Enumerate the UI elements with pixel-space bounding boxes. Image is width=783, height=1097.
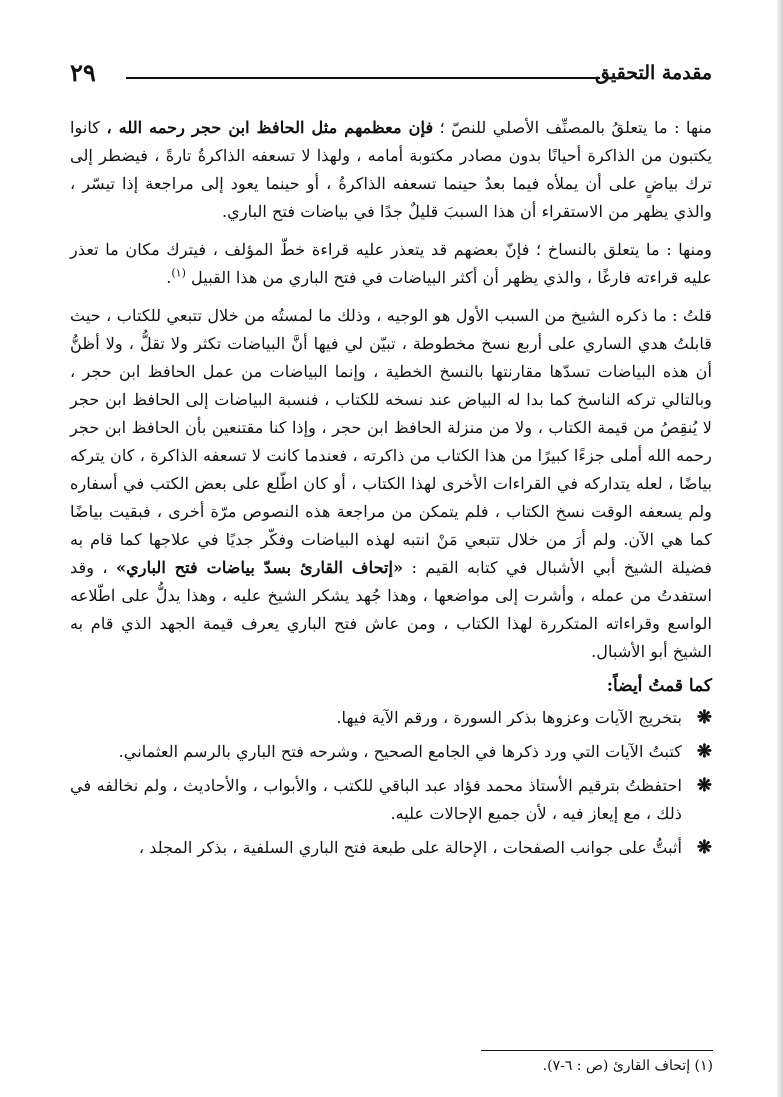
running-title: مقدمة التحقيق: [595, 62, 712, 84]
bullet-item: [70, 834, 712, 862]
footnote-marker: (١): [171, 266, 186, 280]
bullet-item: [70, 772, 712, 828]
paragraph-3-text: قلتُ : ما ذكره الشيخ من السبب الأول هو الوجيه ، وذلك ما لمستُه من خلال تتبعي للكتاب ، حيث قابلتُ هدي الساري على أربع نسخ مخطوطة ، تبيّن لي فيها أنَّ البياضات تكثر ولا تقلُّ ، ولا أظنُّ أن هذه البياضات تسدّها مقارنتها بالنسخ الخطية ، وإنما البياضات من عمل الحافظ ابن حجر ، وبالتالي تركه الناسخ كما بدا له البياض عند نسخه للكتاب ، فنسبة البياضات إلى الحافظ ابن حجر لا يُنقِصُ من قيمة الكتاب ، ولا من منزلة الحافظ ابن حجر ، وإذا كنا مقتنعين بأن الحافظ ابن حجر رحمه الله أملى جزءًا كبيرًا من هذا الكتاب من ذاكرته ، فعندما كانت لا تسعفه الذاكرة ، كان يتركه بياضًا ، لعله يتداركه في القراءات الأخرى لهذا الكتاب ، أو كان اطّلع على بعض الكتب في أسفاره ولم يسعفه الوقت نسخ الكتاب ، فلم يتمكن من مراجعة هذه النصوص مرّة أخرى ، فبقيت بياضًا كما هي الآن. ولم أرَ من خلال تتبعي مَنْ انتبه لهذه البياضات وفكّر جديًا في علاجها كما قام به فضيلة الشيخ أبي الأشبال في كتابه القيم :: [70, 306, 712, 577]
paragraph-2-end: .: [166, 268, 172, 287]
asterisk-bullet-icon: ❋: [696, 707, 712, 728]
paragraph-2: [70, 236, 712, 292]
bullet-item: [70, 738, 712, 766]
section-subheading: كما قمتُ أيضاً:: [606, 676, 712, 696]
footnote: (١) إتحاف القارئ (ص : ٦-٧).: [542, 1058, 713, 1074]
bullet-text: احتفظتُ بترقيم الأستاذ محمد فؤاد عبد الباقي للكتب ، والأبواب ، والأحاديث ، ولم نخالفه في ذلك ، مع إيعاز فيه ، لأن جميع الإحالات عليه.: [70, 776, 682, 823]
asterisk-bullet-icon: ❋: [696, 741, 712, 762]
paragraph-3-rest: ، وقد استفدتُ من عمله ، وأشرت إلى مواضعها ، وهذا جُهد يشكر الشيخ عليه ، وهذا يدلُّ على اطّلاعه الواسع وقراءاته المتكررة لهذا الكتاب ، ومن عاش فتح الباري يعرف قيمة الجهد الذي قام به الشيخ أبو الأشبال.: [70, 558, 712, 661]
bullet-text: أثبتُّ على جوانب الصفحات ، الإحالة على طبعة فتح الباري السلفية ، بذكر المجلد ،: [138, 838, 682, 857]
running-header: [70, 60, 712, 94]
page-edge-shadow: [777, 0, 783, 1097]
paragraph-2-text: ومنها : ما يتعلق بالنساخ ؛ فإنّ بعضهم قد يتعذر عليه قراءة خطّ المؤلف ، فيترك مكان ما تعذر عليه قراءته فارغًا ، والذي يظهر أن أكثر البياضات في فتح الباري من هذا القبيل: [70, 240, 712, 287]
page-number: ٢٩: [70, 58, 96, 87]
book-title-bold: «إتحاف القارئ بسدّ بياضات فتح الباري»: [116, 558, 404, 577]
paragraph-1-rest: كانوا يكتبون من الذاكرة أحيانًا بدون مصادر مكتوبة أمامه ، ولهذا لا تسعفه الذاكرةُ تارةً ، فيضطر إلى ترك بياضٍ على أن يملأه فيما بعدُ حينما تسعفه الذاكرةُ ، أو حينما يعود إلى مراجعة إذا تيسّر ، والذي يظهر من الاستقراء أن هذا السببَ قليلٌ جدًا في بياضات فتح الباري.: [70, 118, 712, 221]
bullet-list: [70, 704, 712, 862]
asterisk-bullet-icon: ❋: [696, 837, 712, 858]
bullet-item: [70, 704, 712, 732]
paragraph-1: [70, 114, 712, 226]
main-text: [70, 114, 712, 868]
bullet-text: بتخريج الآيات وعزوها بذكر السورة ، ورقم الآية فيها.: [336, 708, 682, 727]
footnote-rule: [481, 1050, 713, 1051]
asterisk-bullet-icon: ❋: [696, 775, 712, 796]
header-rule: [126, 77, 600, 79]
paragraph-1-bold: فإن معظمهم مثل الحافظ ابن حجر رحمه الله ،: [106, 118, 434, 137]
bullet-text: كتبتُ الآيات التي ورد ذكرها في الجامع الصحيح ، وشرحه فتح الباري بالرسم العثماني.: [118, 742, 682, 761]
paragraph-1-lead: منها : ما يتعلقُ بالمصنِّف الأصلي للنصّ ؛: [433, 118, 712, 137]
paragraph-3: [70, 302, 712, 666]
